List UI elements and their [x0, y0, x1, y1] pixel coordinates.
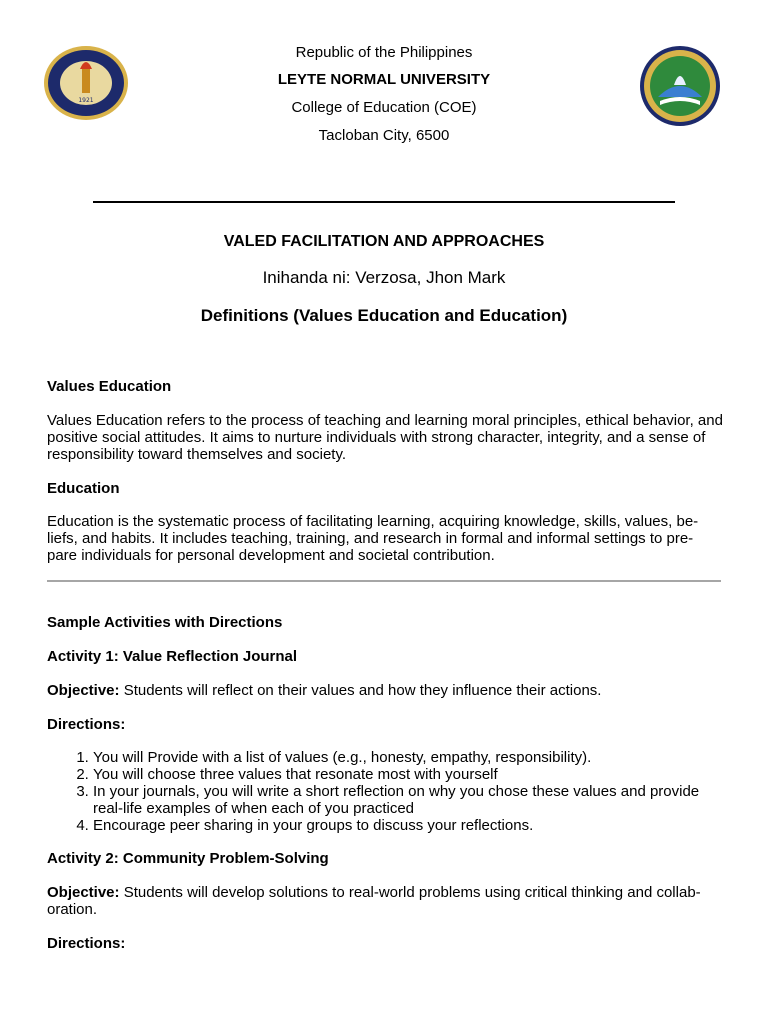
header-country: Republic of the Philippines — [295, 44, 473, 61]
activity1-title: Activity 1: Value Reflection Journal — [47, 648, 298, 665]
author-line: Inihanda ni: Verzosa, Jhon Mark — [262, 268, 506, 287]
objective-label: Objective: — [47, 884, 120, 901]
section-divider — [47, 580, 721, 582]
seal-year: 1921 — [78, 97, 94, 104]
list-item: 3. In your journals, you will write a short reflection on why you chose these values and provide real-life examples of when each of you practiced — [93, 783, 723, 817]
header-city: Tacloban City, 6500 — [318, 127, 450, 144]
activity2-title: Activity 2: Community Problem-Solving — [47, 850, 329, 867]
header-divider — [93, 201, 675, 203]
activity2-objective — [47, 884, 723, 918]
education-text: Education is the systematic process of facilitating learning, acquiring knowledge, skills, values, be-liefs, and habits. It includes teaching, training, and research in formal and informal settings to pre-pare individuals for personal development and societal contribution. — [47, 513, 699, 564]
document-subtitle: Definitions (Values Education and Education) — [200, 306, 568, 325]
activity1-steps — [47, 749, 723, 834]
objective-text: Students will reflect on their values and how they influence their actions. — [119, 682, 602, 699]
list-item: 1. You will Provide with a list of values (e.g., honesty, empathy, responsibility). — [93, 749, 723, 766]
activity1-directions-label: Directions: — [47, 716, 126, 733]
activities-heading: Sample Activities with Directions — [47, 614, 283, 631]
values-education-text: Values Education refers to the process of teaching and learning moral principles, ethical behavior, and positive social attitudes. It aims to nurture individuals with strong character, integrity, and a sense of responsibility toward themselves and society. — [47, 412, 723, 463]
list-item: 2. You will choose three values that resonate most with yourself — [93, 766, 723, 783]
list-item: 4. Encourage peer sharing in your groups to discuss your reflections. — [93, 817, 723, 834]
activity1-objective — [47, 682, 723, 699]
education-heading: Education — [47, 480, 120, 497]
values-education-heading: Values Education — [47, 378, 172, 395]
header-university: LEYTE NORMAL UNIVERSITY — [277, 71, 491, 88]
objective-label: Objective: — [47, 682, 120, 699]
header-college: College of Education (COE) — [291, 99, 477, 116]
document-title: VALED FACILITATION AND APPROACHES — [223, 233, 545, 250]
activity2-directions-label: Directions: — [47, 935, 126, 952]
objective-text: Students will develop solutions to real-world problems using critical thinking and collab-oration. — [47, 884, 701, 918]
